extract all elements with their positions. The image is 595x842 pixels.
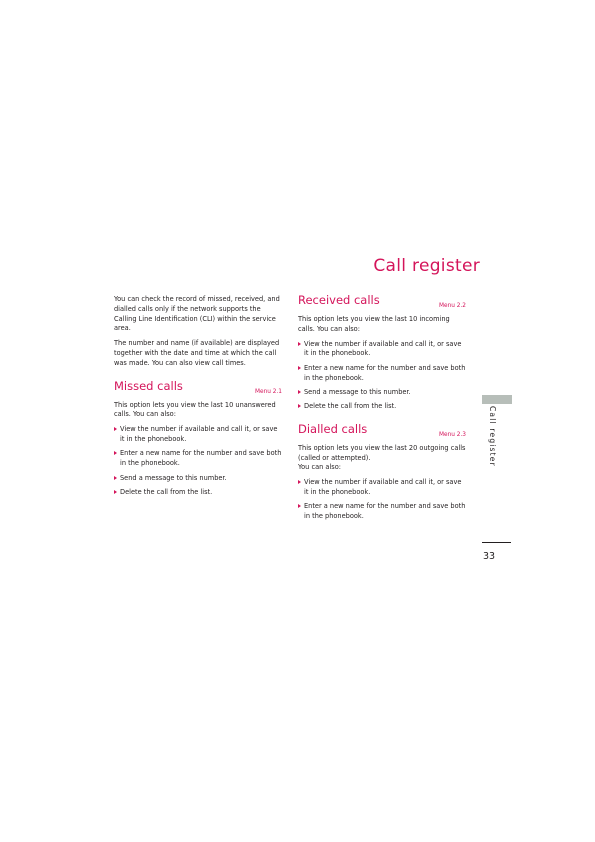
section-description: This option lets you view the last 20 outgoing calls (called or attempted). bbox=[298, 443, 466, 462]
section-description: You can also: bbox=[298, 463, 341, 472]
page-number-rule bbox=[482, 542, 511, 543]
section-description: This option lets you view the last 10 incoming calls. You can also: bbox=[298, 315, 450, 333]
triangle-bullet-icon bbox=[298, 480, 301, 484]
menu-number: Menu 2.1 bbox=[255, 388, 282, 395]
missed-calls-heading bbox=[114, 378, 282, 399]
triangle-bullet-icon bbox=[298, 390, 301, 394]
dialled-calls-heading bbox=[298, 421, 466, 442]
intro-paragraph: You can check the record of missed, received, and dialled calls only if the network supports the Calling Line Identification (CLI) within the service area. bbox=[114, 295, 280, 333]
list-item bbox=[298, 364, 466, 384]
list-item-text: Send a message to this number. bbox=[120, 473, 227, 482]
list-item-text: Enter a new name for the number and save both in the phonebook. bbox=[120, 449, 282, 468]
triangle-bullet-icon bbox=[298, 342, 301, 346]
section-title: Missed calls bbox=[114, 378, 183, 393]
chapter-title: Call register bbox=[373, 256, 480, 276]
list-item bbox=[114, 449, 282, 469]
missed-calls-options bbox=[114, 425, 282, 498]
received-calls-heading bbox=[298, 293, 466, 313]
section-description: This option lets you view the last 10 unanswered calls. You can also: bbox=[114, 400, 276, 419]
triangle-bullet-icon bbox=[114, 451, 117, 455]
chapter-side-label: Call register bbox=[488, 406, 497, 467]
list-item bbox=[114, 474, 282, 484]
dialled-calls-options bbox=[298, 478, 466, 522]
list-item bbox=[298, 402, 466, 412]
triangle-bullet-icon bbox=[298, 404, 301, 408]
section-title: Dialled calls bbox=[298, 421, 368, 436]
list-item-text: Send a message to this number. bbox=[304, 387, 411, 396]
triangle-bullet-icon bbox=[298, 366, 301, 370]
list-item bbox=[114, 488, 282, 498]
list-item-text: Enter a new name for the number and save both in the phonebook. bbox=[304, 363, 466, 382]
received-calls-options bbox=[298, 340, 466, 413]
list-item-text: Enter a new name for the number and save both in the phonebook. bbox=[304, 502, 466, 521]
chapter-side-tab bbox=[482, 395, 512, 404]
triangle-bullet-icon bbox=[114, 490, 117, 494]
list-item bbox=[298, 340, 466, 360]
page-number: 33 bbox=[483, 551, 496, 562]
menu-number: Menu 2.3 bbox=[439, 431, 466, 438]
list-item-text: View the number if available and call it, or save it in the phonebook. bbox=[304, 339, 462, 358]
list-item-text: Delete the call from the list. bbox=[304, 402, 397, 411]
list-item-text: Delete the call from the list. bbox=[120, 487, 213, 496]
triangle-bullet-icon bbox=[114, 476, 117, 480]
triangle-bullet-icon bbox=[298, 504, 301, 508]
list-item bbox=[298, 502, 466, 522]
list-item bbox=[298, 388, 466, 398]
section-title: Received calls bbox=[298, 293, 380, 307]
right-column bbox=[298, 293, 466, 527]
list-item-text: View the number if available and call it, or save it in the phonebook. bbox=[304, 478, 462, 496]
left-column bbox=[114, 295, 282, 502]
list-item bbox=[298, 478, 466, 498]
triangle-bullet-icon bbox=[114, 427, 117, 431]
list-item-text: View the number if available and call it, or save it in the phonebook. bbox=[120, 425, 278, 443]
intro-paragraph: The number and name (if available) are displayed together with the date and time at which the call was made. You can also view call times. bbox=[114, 339, 280, 367]
menu-number: Menu 2.2 bbox=[439, 303, 466, 309]
list-item bbox=[114, 425, 282, 445]
